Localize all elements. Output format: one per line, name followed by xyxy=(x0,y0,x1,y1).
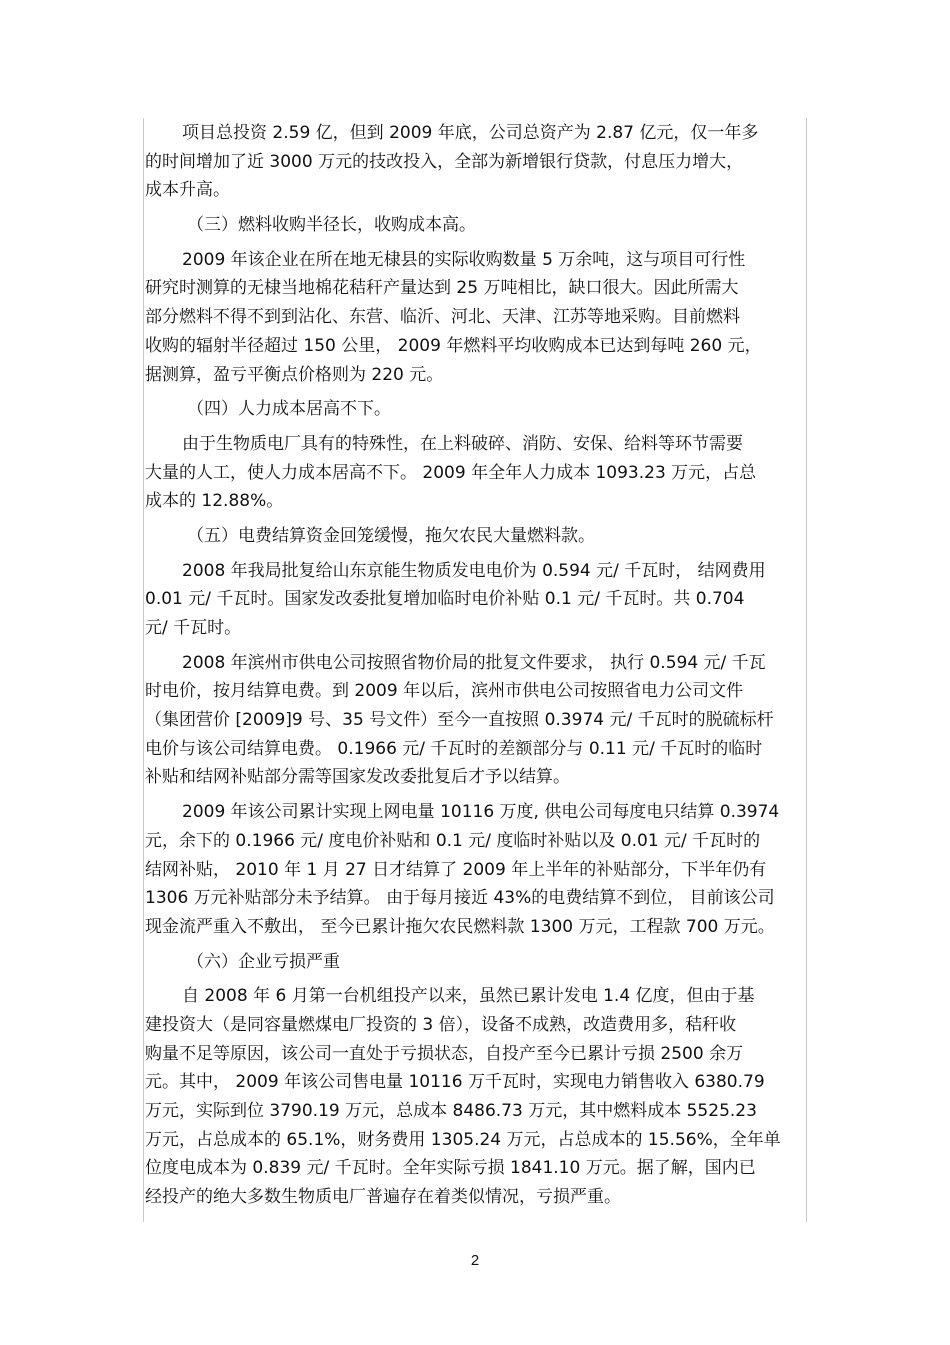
text-line: （集团营价 [2009]9 号、35 号文件）至今一直按照 0.3974 元/ 千瓦时的脱硫标杆 xyxy=(145,710,774,731)
text-line: 2009 年该企业在所在地无棣县的实际收购数量 5 万余吨，这与项目可行性 xyxy=(182,249,746,270)
section-heading: （四）人力成本居高不下。 xyxy=(187,399,391,420)
paragraph xyxy=(145,649,809,792)
document-body xyxy=(145,119,809,1218)
text-line: 收购的辐射半径超过 150 公里， 2009 年燃料平均收购成本已达到每吨 260 元， xyxy=(145,335,762,356)
text-line: 万元，实际到位 3790.19 万元，总成本 8486.73 万元，其中燃料成本 5525.23 xyxy=(145,1101,757,1121)
text-line: 由于生物质电厂具有的特殊性，在上料破碎、消防、安保、给料等环节需要 xyxy=(182,433,743,454)
text-line: 部分燃料不得不到到沾化、东营、临沂、河北、天津、江苏等地采购。目前燃料 xyxy=(145,307,740,328)
text-line: 据测算，盈亏平衡点价格则为 220 元。 xyxy=(145,364,444,385)
text-line: 电价与该公司结算电费。 0.1966 元/ 千瓦时的差额部分与 0.11 元/ 千瓦时的临时 xyxy=(145,738,763,759)
text-line: 2009 年该公司累计实现上网电量 10116 万度, 供电公司每度电只结算 0.3974 xyxy=(182,802,780,823)
text-line: 万元，占总成本的 65.1%，财务费用 1305.24 万元，占总成本的 15.56%，全年单 xyxy=(145,1129,781,1150)
text-line: 2008 年滨州市供电公司按照省物价局的批复文件要求， 执行 0.594 元/ 千瓦 xyxy=(182,652,766,673)
text-line: 元。其中， 2009 年该公司售电量 10116 万千瓦时，实现电力销售收入 6380.79 xyxy=(145,1072,765,1093)
paragraph xyxy=(145,557,809,643)
text-line: 成本的 12.88%。 xyxy=(145,491,284,512)
paragraph xyxy=(145,430,809,516)
text-line: 经投产的绝大多数生物质电厂普遍存在着类似情况，亏损严重。 xyxy=(145,1187,621,1208)
text-line: 元/ 千瓦时。 xyxy=(145,618,242,638)
section-heading: （六）企业亏损严重 xyxy=(187,951,340,972)
text-line: 自 2008 年 6 月第一台机组投产以来，虽然已累计发电 1.4 亿度，但由于基 xyxy=(182,986,755,1007)
text-line: 位度电成本为 0.839 元/ 千瓦时。全年实际亏损 1841.10 万元。据了解，国内已 xyxy=(145,1158,756,1179)
section-heading: （三）燃料收购半径长，收购成本高。 xyxy=(187,215,476,236)
text-line: 研究时测算的无棣当地棉花秸秆产量达到 25 万吨相比，缺口很大。因此所需大 xyxy=(145,278,739,299)
text-line: 补贴和结网补贴部分需等国家发改委批复后才予以结算。 xyxy=(145,767,570,788)
text-line: 的时间增加了近 3000 万元的技改投入，全部为新增银行贷款，付息压力增大， xyxy=(145,151,744,172)
paragraph xyxy=(145,982,809,1212)
text-line: 1306 万元补贴部分未予结算。 由于每月接近 43%的电费结算不到位， 目前该公司 xyxy=(145,888,775,909)
section-heading: （五）电费结算资金回笼缓慢，拖欠农民大量燃料款。 xyxy=(187,525,595,546)
text-line: 0.01 元/ 千瓦时。国家发改委批复增加临时电价补贴 0.1 元/ 千瓦时。共 0.704 xyxy=(145,589,745,610)
paragraph xyxy=(145,798,809,941)
paragraph xyxy=(145,246,809,389)
text-line: 结网补贴， 2010 年 1 月 27 日才结算了 2009 年上半年的补贴部分，下半年仍有 xyxy=(145,859,767,880)
paragraph xyxy=(145,119,809,205)
text-line: 现金流严重入不敷出， 至今已累计拖欠农民燃料款 1300 万元，工程款 700 万元。 xyxy=(145,916,775,937)
text-line: 成本升高。 xyxy=(145,180,230,201)
text-line: 项目总投资 2.59 亿，但到 2009 年底，公司总资产为 2.87 亿元，仅一年多 xyxy=(182,123,759,143)
text-line: 元，余下的 0.1966 元/ 度电价补贴和 0.1 元/ 度临时补贴以及 0.01 元/ 千瓦时的 xyxy=(145,830,761,851)
text-line: 时电价，按月结算电费。到 2009 年以后，滨州市供电公司按照省电力公司文件 xyxy=(145,681,744,702)
text-line: 购量不足等原因，该公司一直处于亏损状态，自投产至今已累计亏损 2500 余万 xyxy=(145,1043,744,1064)
text-line: 2008 年我局批复给山东京能生物质发电电价为 0.594 元/ 千瓦时， 结网费用 xyxy=(182,560,766,581)
text-line: 建投资大（是同容量燃煤电厂投资的 3 倍），设备不成熟，改造费用多，秸秆收 xyxy=(145,1014,737,1035)
page-number: 2 xyxy=(470,1252,480,1269)
text-line: 大量的人工，使人力成本居高不下。 2009 年全年人力成本 1093.23 万元，占总 xyxy=(145,462,757,483)
